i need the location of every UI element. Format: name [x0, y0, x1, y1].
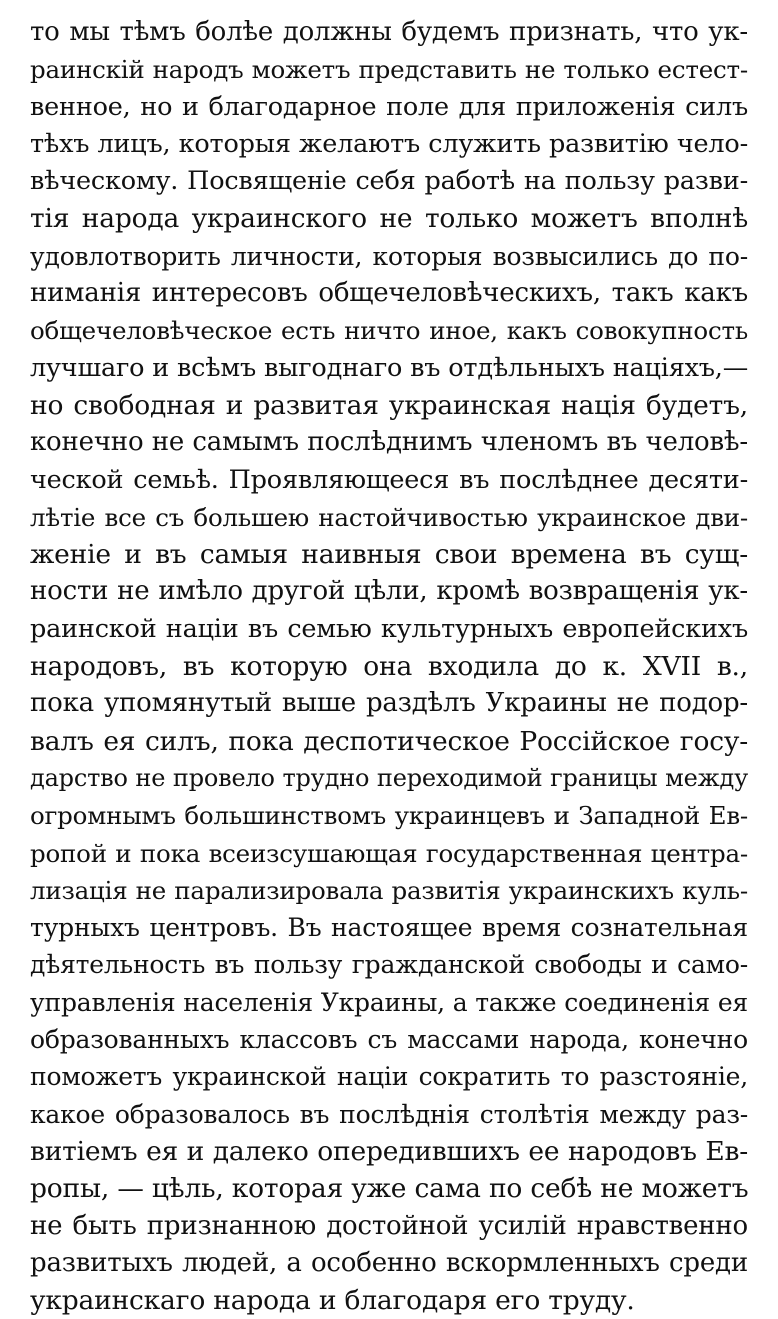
- text-line: дѣятельность въ пользу гражданской свободы и само-: [30, 950, 748, 980]
- document-page: [30, 14, 748, 1319]
- text-line: огромнымъ большинствомъ украинцевъ и Западной Ев-: [30, 801, 748, 831]
- text-line: удовлотворить личности, которыя возвысились до по-: [30, 241, 748, 271]
- text-line: вѣческому. Посвященіе себя работѣ на пользу разви-: [30, 166, 748, 197]
- text-line: раинской націи въ семью культурныхъ европейскихъ: [30, 613, 748, 644]
- text-line: какое образовалось въ послѣднія столѣтія между раз-: [30, 1099, 748, 1129]
- text-line: общечеловѣческое есть ничто иное, какъ совокупность: [30, 316, 748, 346]
- text-line: народовъ, въ которую она входила до к. XVII в.,: [30, 651, 748, 683]
- text-line: лѣтіе все съ большею настойчивостью украинское дви-: [30, 502, 748, 532]
- text-line: ропой и пока всеизсушающая государственная центра-: [30, 838, 748, 868]
- text-line: витіемъ ея и далеко опередившихъ ее народовъ Ев-: [30, 1135, 748, 1167]
- text-line: тія народа украинского не только можетъ вполнѣ: [30, 203, 748, 235]
- text-line: валъ ея силъ, пока деспотическое Россійское госу-: [30, 725, 748, 757]
- text-line: конечно не самымъ послѣднимъ членомъ въ человѣ-: [30, 427, 748, 458]
- text-line: управленія населенія Украины, а также соединенія ея: [30, 987, 748, 1017]
- text-line: не быть признанною достойной усилій нравственно: [30, 1210, 748, 1241]
- text-line: поможетъ украинской націи сократить то разстояніе,: [30, 1062, 748, 1092]
- text-line: раинскій народъ можетъ представить не только естест-: [30, 55, 748, 85]
- text-line: ности не имѣло другой цѣли, кромѣ возвращенія ук-: [30, 576, 748, 607]
- text-line: ческой семьѣ. Проявляющееся въ послѣднее десяти-: [30, 464, 748, 495]
- text-line: ниманія интересовъ общечеловѣческихъ, такъ какъ: [30, 278, 748, 309]
- text-line: дарство не провело трудно переходимой границы между: [30, 763, 748, 792]
- text-line: тѣхъ лицъ, которыя желаютъ служить развитію чело-: [30, 128, 748, 159]
- text-line: развитыхъ людей, а особенно вскормленныхъ среди: [30, 1247, 748, 1278]
- text-line: турныхъ центровъ. Въ настоящее время сознательная: [30, 913, 748, 943]
- text-line: пока упомянутый выше раздѣлъ Украины не подор-: [30, 688, 748, 719]
- text-line: образованныхъ классовъ съ массами народа, конечно: [30, 1025, 748, 1055]
- text-line: женіе и въ самыя наивныя свои времена въ сущ-: [30, 539, 748, 571]
- text-line: венное, но и благодарное поле для приложенія силъ: [30, 91, 748, 122]
- text-line: лучшаго и всѣмъ выгоднаго въ отдѣльныхъ націяхъ,—: [30, 352, 748, 383]
- text-line: то мы тѣмъ болѣе должны будемъ признать, что ук-: [30, 17, 748, 47]
- text-line: лизація не парализировала развитія украинскихъ куль-: [30, 875, 748, 905]
- text-line-last: украинскаго народа и благодаря его труду.: [30, 1285, 635, 1317]
- text-line: но свободная и развитая украинская нація будетъ,: [30, 389, 748, 421]
- text-line: ропы, — цѣль, которая уже сама по себѣ не можетъ: [30, 1173, 749, 1205]
